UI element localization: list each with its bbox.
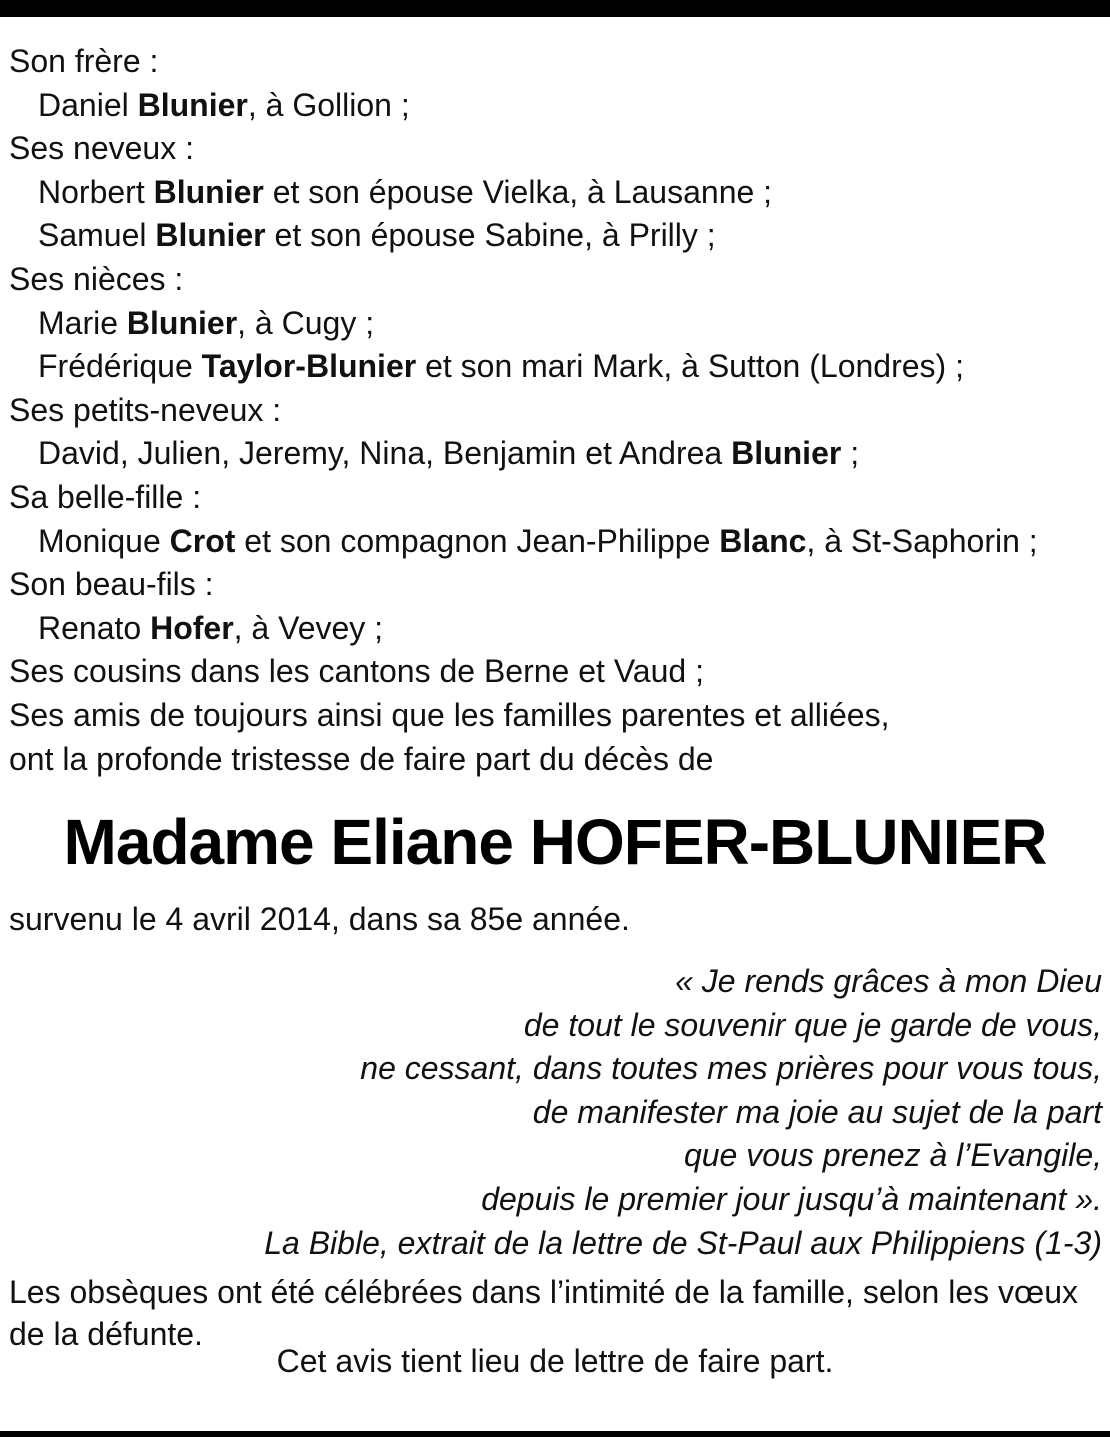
funeral-notice: Les obsèques ont été célébrées dans l’intimité de la famille, selon les vœux de la défunte. (9, 1274, 1079, 1352)
quote-line: depuis le premier jour jusqu’à maintenant ». (481, 1180, 1102, 1217)
deceased-name: Madame Eliane HOFER-BLUNIER (63, 806, 1047, 878)
family-group-heading (9, 40, 1104, 84)
family-group-heading (9, 258, 1104, 302)
family-group-heading (9, 694, 1104, 738)
surname: Blanc (719, 522, 807, 559)
family-group-heading (9, 389, 1104, 433)
surname: Blunier (137, 86, 248, 123)
text-segment: Ses neveux : (9, 130, 194, 167)
family-group-heading (9, 127, 1104, 171)
surname: Taylor-Blunier (201, 348, 417, 385)
quote-line: que vous prenez à l’Evangile, (683, 1137, 1102, 1174)
bible-quote (102, 960, 1102, 1265)
text-segment: , à Vevey ; (233, 609, 384, 646)
text-segment: Samuel (38, 217, 156, 254)
text-segment: Daniel (38, 86, 138, 123)
text-segment: Son beau-fils : (9, 566, 214, 603)
family-member-line (9, 345, 1104, 389)
text-segment: et son mari Mark, à Sutton (Londres) ; (416, 348, 964, 385)
text-segment: , à Gollion ; (247, 86, 410, 123)
text-segment: Sa belle-fille : (9, 478, 202, 515)
family-member-line (9, 302, 1104, 346)
text-segment: David, Julien, Jeremy, Nina, Benjamin et Andrea (38, 435, 732, 472)
family-member-line (9, 520, 1104, 564)
text-segment: et son compagnon Jean-Philippe (235, 522, 720, 559)
text-segment: Ses nièces : (9, 260, 184, 297)
text-segment: Son frère : (9, 43, 159, 79)
text-segment: et son épouse Sabine, à Prilly ; (265, 217, 716, 254)
family-member-line (9, 607, 1104, 651)
family-member-line (9, 214, 1104, 258)
surname: Blunier (126, 304, 238, 341)
family-list (9, 40, 1104, 781)
family-group-heading (9, 476, 1104, 520)
family-group-heading (9, 563, 1104, 607)
text-segment: Norbert (38, 173, 154, 210)
surname: Blunier (153, 173, 264, 210)
quote-source: La Bible, extrait de la lettre de St-Paul aux Philippiens (1-3) (264, 1224, 1102, 1261)
text-segment: Ses petits-neveux : (9, 391, 282, 428)
text-segment: Ses amis de toujours ainsi que les familles parentes et alliées, (9, 696, 890, 733)
text-segment: , à St-Saphorin ; (806, 522, 1038, 559)
quote-line: « Je rends grâces à mon Dieu (675, 963, 1102, 999)
quote-line: ne cessant, dans toutes mes prières pour vous tous, (360, 1050, 1102, 1087)
text-segment: Marie (38, 304, 127, 341)
quote-line: de tout le souvenir que je garde de vous, (523, 1006, 1102, 1043)
text-segment: , à Cugy ; (237, 304, 375, 341)
surname: Blunier (731, 435, 842, 472)
family-member-line (9, 171, 1104, 215)
quote-line: de manifester ma joie au sujet de la part (532, 1093, 1102, 1130)
closing-note: Cet avis tient lieu de lettre de faire part. (276, 1343, 834, 1379)
family-group-heading (9, 650, 1104, 694)
surname: Hofer (150, 609, 234, 646)
text-segment: et son épouse Vielka, à Lausanne ; (263, 173, 773, 210)
text-segment: ; (841, 435, 860, 472)
text-segment: Renato (38, 609, 151, 646)
text-segment: Frédérique (38, 348, 202, 385)
surname: Blunier (155, 217, 266, 254)
family-member-line (9, 432, 1104, 476)
surname: Crot (169, 522, 236, 559)
text-segment: ont la profonde tristesse de faire part du décès de (9, 740, 714, 777)
death-date-line: survenu le 4 avril 2014, dans sa 85e année. (9, 901, 630, 937)
text-segment: Monique (38, 522, 170, 559)
text-segment: Ses cousins dans les cantons de Berne et Vaud ; (9, 653, 704, 690)
bottom-border-rule (0, 1431, 1110, 1437)
family-member-line (9, 84, 1104, 128)
family-group-heading (9, 738, 1104, 782)
top-border-rule (0, 0, 1110, 17)
